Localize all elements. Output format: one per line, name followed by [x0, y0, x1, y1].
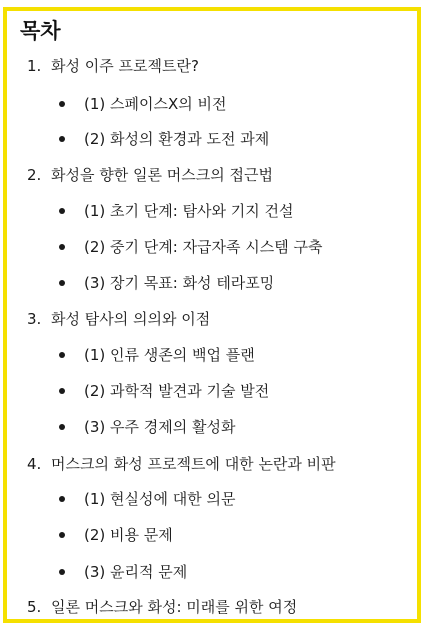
toc-subitem — [59, 94, 227, 114]
toc-section-number: 2. — [27, 166, 42, 184]
toc-subitem — [59, 562, 187, 582]
toc-subitem-label: (3) 우주 경제의 활성화 — [84, 418, 236, 436]
toc-subitem — [59, 489, 235, 509]
toc-section-4 — [27, 454, 336, 474]
toc-subitem — [59, 129, 269, 149]
toc-subitem — [59, 525, 173, 545]
toc-subitem-label: (2) 과학적 발견과 기술 발전 — [84, 382, 270, 400]
toc-section-title: 화성 이주 프로젝트란? — [51, 57, 199, 75]
bullet-icon — [59, 101, 65, 107]
toc-subitem-label: (2) 화성의 환경과 도전 과제 — [84, 130, 270, 148]
toc-section-3 — [27, 309, 210, 329]
toc-subitem-label: (2) 중기 단계: 자급자족 시스템 구축 — [84, 238, 323, 256]
toc-section-1 — [27, 56, 199, 76]
toc-subitem-label: (1) 인류 생존의 백업 플랜 — [84, 346, 255, 364]
toc-section-2 — [27, 165, 273, 185]
bullet-icon — [59, 208, 65, 214]
toc-subitem — [59, 273, 274, 293]
toc-section-number: 5. — [27, 598, 42, 616]
bullet-icon — [59, 388, 65, 394]
toc-section-title: 화성 탐사의 의의와 이점 — [51, 310, 211, 328]
toc-subitem-label: (1) 현실성에 대한 의문 — [84, 490, 236, 508]
bullet-icon — [59, 244, 65, 250]
toc-subitem — [59, 237, 323, 257]
toc-subitem — [59, 381, 269, 401]
bullet-icon — [59, 569, 65, 575]
toc-section-number: 4. — [27, 455, 42, 473]
toc-subitem — [59, 201, 294, 221]
toc-section-number: 3. — [27, 310, 42, 328]
toc-subitem-label: (2) 비용 문제 — [84, 526, 173, 544]
toc-list — [7, 11, 417, 619]
bullet-icon — [59, 136, 65, 142]
toc-subitem-label: (1) 초기 단계: 탐사와 기지 건설 — [84, 202, 294, 220]
toc-section-title: 화성을 향한 일론 머스크의 접근법 — [51, 166, 273, 184]
toc-subitem-label: (1) 스페이스X의 비전 — [84, 95, 227, 113]
toc-subitem — [59, 345, 255, 365]
toc-subitem — [59, 417, 235, 437]
table-of-contents — [3, 7, 421, 623]
bullet-icon — [59, 280, 65, 286]
toc-section-title: 머스크의 화성 프로젝트에 대한 논란과 비판 — [51, 455, 336, 473]
bullet-icon — [59, 352, 65, 358]
toc-subitem-label: (3) 장기 목표: 화성 테라포밍 — [84, 274, 275, 292]
bullet-icon — [59, 532, 65, 538]
toc-subitem-label: (3) 윤리적 문제 — [84, 563, 188, 581]
toc-section-number: 1. — [27, 57, 42, 75]
bullet-icon — [59, 424, 65, 430]
toc-section-5 — [27, 597, 297, 617]
bullet-icon — [59, 496, 65, 502]
toc-section-title: 일론 머스크와 화성: 미래를 위한 여정 — [51, 598, 298, 616]
toc-title: 목차 — [20, 19, 61, 43]
